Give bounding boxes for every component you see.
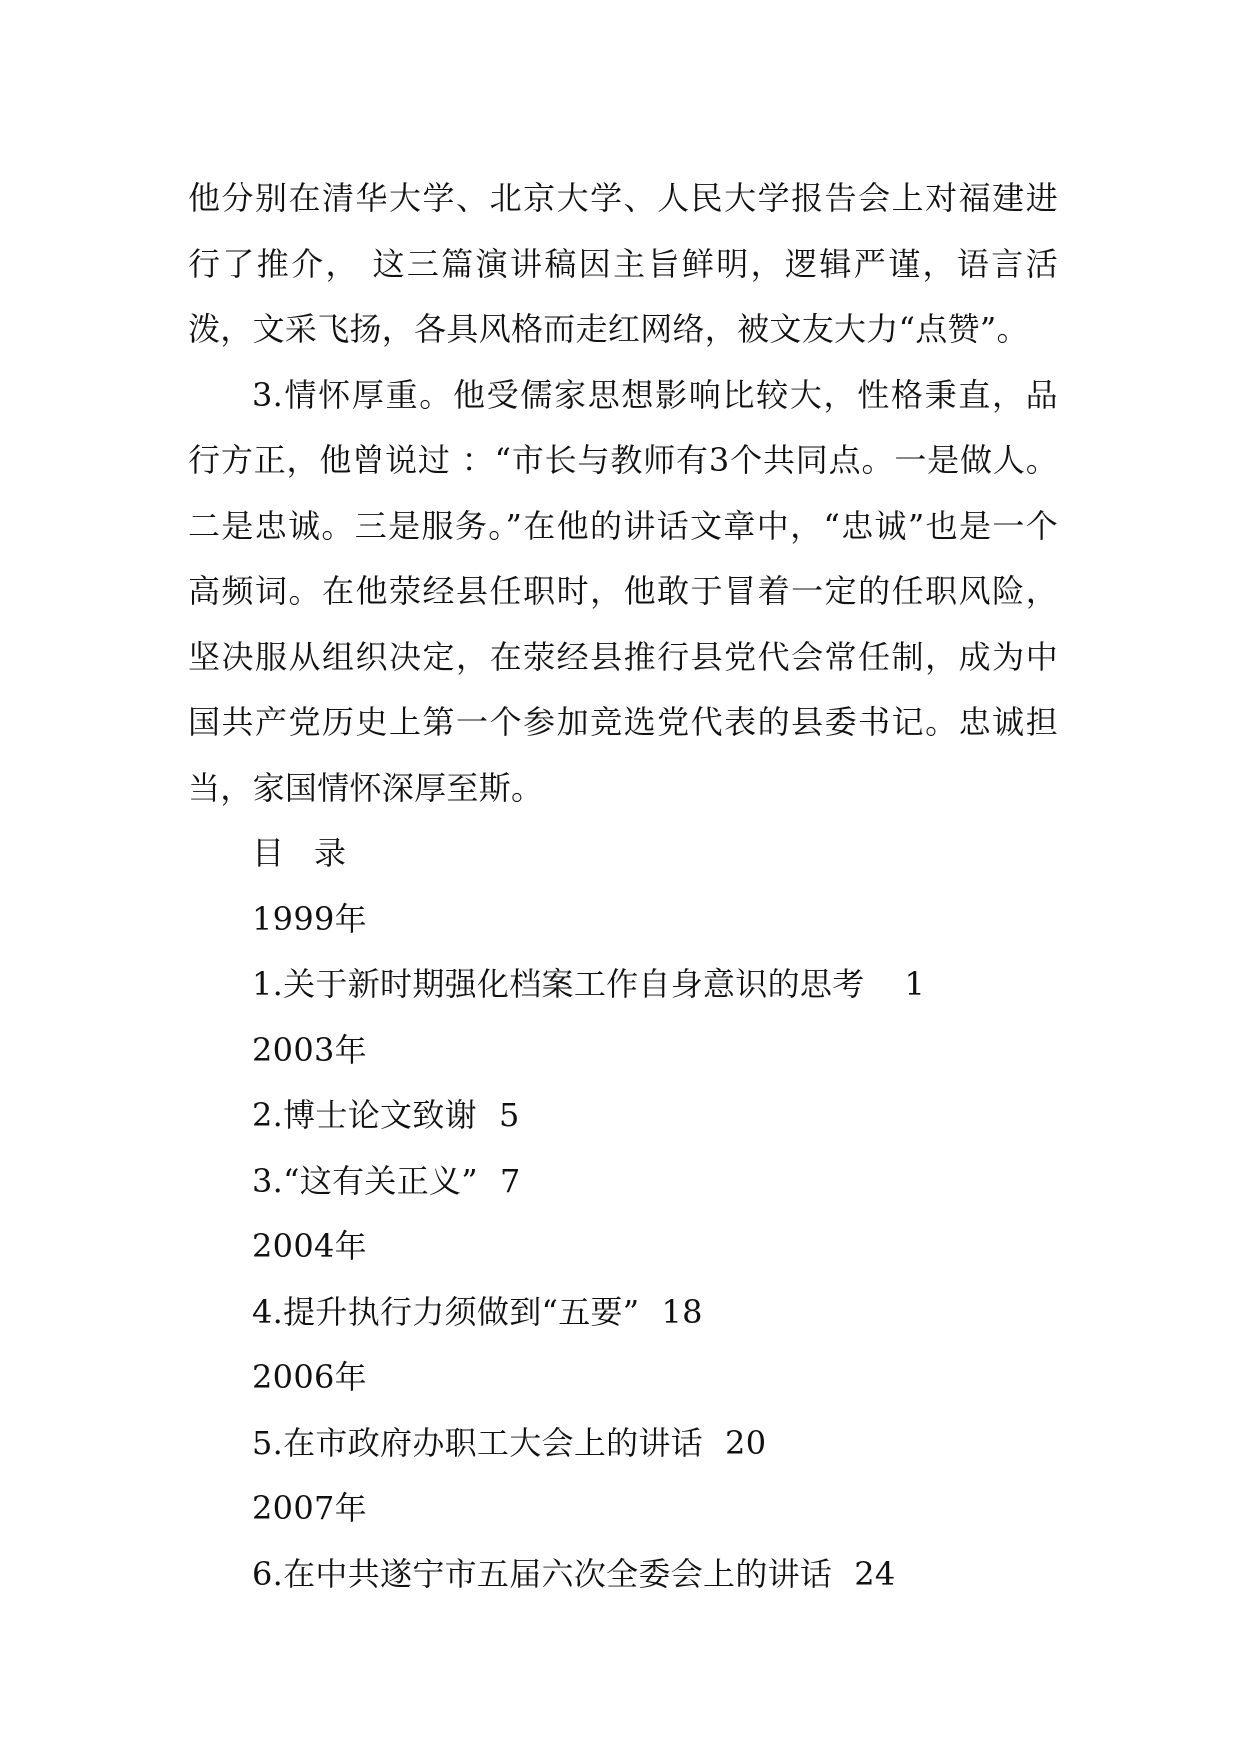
toc-entry-title: 1.关于新时期强化档案工作自身意识的思考 [252,965,865,1003]
toc-entry-title: 5.在市政府办职工大会上的讲话 [252,1423,704,1462]
toc-entry-page: 18 [661,1292,703,1331]
body-paragraph-2: 3.情怀厚重。他受儒家思想影响比较大，性格秉直，品行方正，他曾说过 ：“市长与教师有3个共同点。一是做人。二是忠诚。三是服务。”在他的讲话文章中，“忠诚”也是一个高频词。在他荥经县任职时，他敢于冒着一定的任职风险，坚决服从组织决定，在荥经县推行县党代会常任制，成为中国共产党历史上第一个参加竞选党代表的县委书记。忠诚担当，家国情怀深厚至斯。 [188,375,1058,807]
toc-entry-3 [188,1149,1058,1215]
toc-entry-title: 6.在中共遂宁市五届六次全委会上的讲话 [252,1554,833,1593]
toc-year-2007: 2007年 [252,1489,367,1527]
toc-entry-page: 20 [725,1423,767,1462]
body-paragraph-1: 他分别在清华大学、北京大学、人民大学报告会上对福建进行了推介， 这三篇演讲稿因主旨鲜明，逻辑严谨，语言活泼，文采飞扬，各具风格而走红网络，被文友大力“点赞”。 [188,179,1058,348]
toc-entry-page: 1 [904,965,926,1003]
toc-year-1999: 1999年 [252,899,367,938]
toc-entry-2 [188,1083,1058,1149]
toc-entry-4 [188,1280,1058,1346]
toc-entry-title: 2.博士论文致谢 [252,1096,477,1134]
toc-entry-page: 24 [854,1554,896,1593]
table-of-contents [188,821,1058,1607]
toc-entry-title: 4.提升执行力须做到“五要” [252,1292,640,1331]
toc-year-2003: 2003年 [252,1030,367,1069]
page-content [188,166,1058,1607]
toc-entry-6 [188,1542,1058,1608]
toc-entry-page: 5 [498,1096,520,1134]
toc-year-2006: 2006年 [252,1358,367,1396]
toc-entry-1 [188,952,1058,1018]
toc-year-2004: 2004年 [252,1227,367,1265]
toc-entry-title: 3.“这有关正义” [252,1161,478,1200]
toc-entry-page: 7 [499,1161,521,1200]
toc-heading: 目录 [252,834,377,872]
toc-entry-5 [188,1411,1058,1477]
